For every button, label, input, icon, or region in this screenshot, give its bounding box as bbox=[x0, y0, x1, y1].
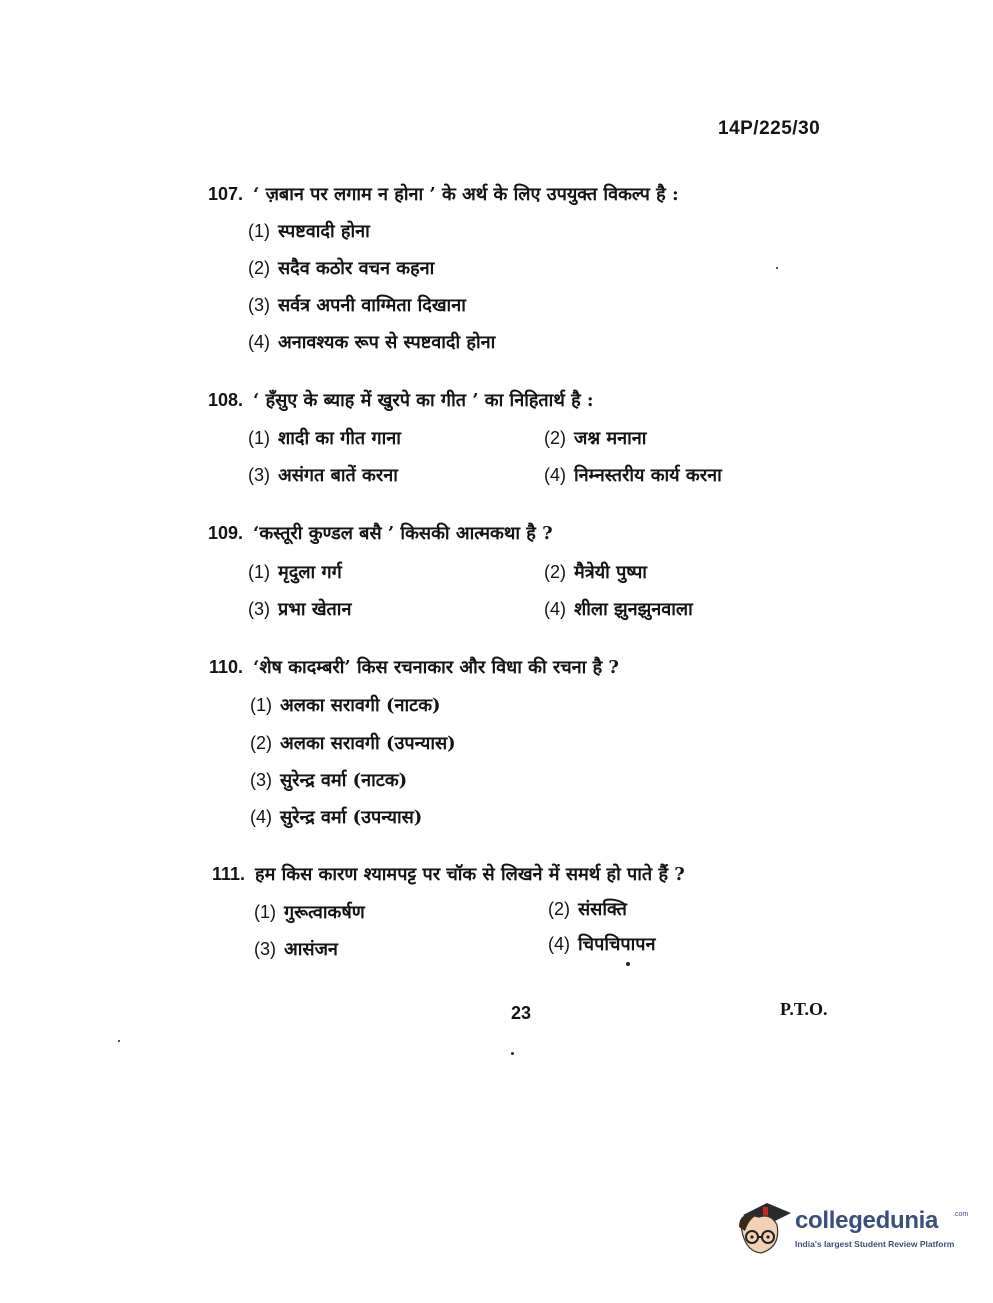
option-number: (2) bbox=[248, 258, 270, 278]
option bbox=[248, 463, 398, 487]
option-number: (2) bbox=[544, 562, 566, 582]
scan-speck bbox=[511, 1052, 514, 1055]
option-text: अनावश्यक रूप से स्पष्टवादी होना bbox=[278, 332, 496, 353]
question-110 bbox=[209, 655, 619, 679]
option-text: अलका सरावगी (उपन्यास) bbox=[280, 733, 456, 754]
option-number: (1) bbox=[250, 695, 272, 715]
question-number: 109. bbox=[208, 523, 244, 543]
option-number: (4) bbox=[248, 332, 270, 352]
question-number: 111. bbox=[212, 864, 246, 884]
option bbox=[544, 597, 693, 621]
option-number: (3) bbox=[254, 939, 276, 959]
option bbox=[248, 256, 434, 280]
option-text: निम्नस्तरीय कार्य करना bbox=[574, 465, 722, 486]
option-number: (4) bbox=[250, 807, 272, 827]
option bbox=[254, 900, 365, 924]
option-number: (2) bbox=[250, 733, 272, 753]
question-108 bbox=[208, 388, 594, 412]
question-text: ‘ ज़बान पर लगाम न होना ’ के अर्थ के लिए उपयुक्त विकल्प है : bbox=[253, 184, 679, 205]
option bbox=[544, 463, 722, 487]
option-text: चिपचिपापन bbox=[578, 934, 656, 955]
option-number: (1) bbox=[254, 902, 276, 922]
option-number: (2) bbox=[544, 428, 566, 448]
option bbox=[250, 805, 422, 829]
option-text: अलका सरावगी (नाटक) bbox=[280, 695, 441, 716]
option-text: सुरेन्द्र वर्मा (उपन्यास) bbox=[280, 807, 423, 828]
scan-speck bbox=[776, 267, 778, 269]
option bbox=[248, 597, 351, 621]
option-number: (4) bbox=[544, 599, 566, 619]
option bbox=[248, 330, 495, 354]
brand-tagline: India's largest Student Review Platform bbox=[795, 1239, 955, 1249]
option-text: शीला झुनझुनवाला bbox=[574, 599, 693, 620]
option-text: मैत्रेयी पुष्पा bbox=[574, 562, 647, 583]
page-number: 23 bbox=[511, 1003, 532, 1023]
option bbox=[544, 560, 647, 584]
question-text: ‘ हँसुए के ब्याह में खुरपे का गीत ’ का निहितार्थ है : bbox=[253, 390, 594, 411]
option bbox=[248, 426, 401, 450]
question-text: हम किस कारण श्यामपट्ट पर चॉक से लिखने में समर्थ हो पाते हैं ? bbox=[255, 864, 685, 885]
option-number: (1) bbox=[248, 428, 270, 448]
option bbox=[250, 731, 456, 755]
mascot-icon bbox=[735, 1197, 793, 1259]
paper-code: 14P/225/30 bbox=[718, 118, 821, 139]
option-number: (3) bbox=[248, 599, 270, 619]
option-text: सर्वत्र अपनी वाग्मिता दिखाना bbox=[278, 295, 466, 316]
question-109 bbox=[208, 521, 553, 545]
option-text: आसंजन bbox=[284, 939, 338, 960]
option-text: संसक्ति bbox=[578, 899, 627, 920]
brand-domain: .com bbox=[953, 1211, 969, 1218]
option bbox=[248, 293, 466, 317]
option bbox=[248, 219, 370, 243]
option-text: प्रभा खेतान bbox=[278, 599, 352, 620]
question-number: 110. bbox=[209, 657, 244, 677]
pto-label: P.T.O. bbox=[780, 999, 828, 1019]
option-text: सदैव कठोर वचन कहना bbox=[278, 258, 435, 279]
option bbox=[248, 560, 342, 584]
option bbox=[544, 426, 646, 450]
option-number: (1) bbox=[248, 221, 270, 241]
scan-speck bbox=[626, 962, 630, 966]
option-text: मृदुला गर्ग bbox=[278, 562, 342, 583]
option-number: (3) bbox=[248, 465, 270, 485]
option-text: असंगत बातें करना bbox=[278, 465, 398, 486]
option-number: (2) bbox=[548, 899, 570, 919]
option-number: (3) bbox=[250, 770, 272, 790]
option bbox=[250, 768, 407, 792]
brand-name: collegedunia bbox=[795, 1207, 939, 1234]
option-text: सुरेन्द्र वर्मा (नाटक) bbox=[280, 770, 408, 791]
option-text: स्पष्टवादी होना bbox=[278, 221, 370, 242]
option bbox=[548, 932, 656, 956]
option-number: (1) bbox=[248, 562, 270, 582]
option bbox=[250, 693, 441, 717]
question-text: ‘कस्तूरी कुण्डल बसै ’ किसकी आत्मकथा है ? bbox=[253, 523, 553, 544]
question-111 bbox=[212, 862, 685, 886]
option-number: (4) bbox=[548, 934, 570, 954]
option bbox=[254, 937, 338, 961]
option-text: शादी का गीत गाना bbox=[278, 428, 401, 449]
question-number: 107. bbox=[208, 184, 244, 204]
question-number: 108. bbox=[208, 390, 244, 410]
option-text: गुरूत्वाकर्षण bbox=[284, 902, 365, 923]
collegedunia-logo bbox=[735, 1197, 969, 1261]
option-number: (4) bbox=[544, 465, 566, 485]
option bbox=[548, 897, 627, 921]
scan-speck bbox=[118, 1040, 120, 1042]
question-107 bbox=[208, 182, 679, 206]
option-text: जश्न मनाना bbox=[574, 428, 647, 449]
option-number: (3) bbox=[248, 295, 270, 315]
question-text: ‘शेष कादम्बरी’ किस रचनाकार और विधा की रचना है ? bbox=[253, 657, 619, 678]
